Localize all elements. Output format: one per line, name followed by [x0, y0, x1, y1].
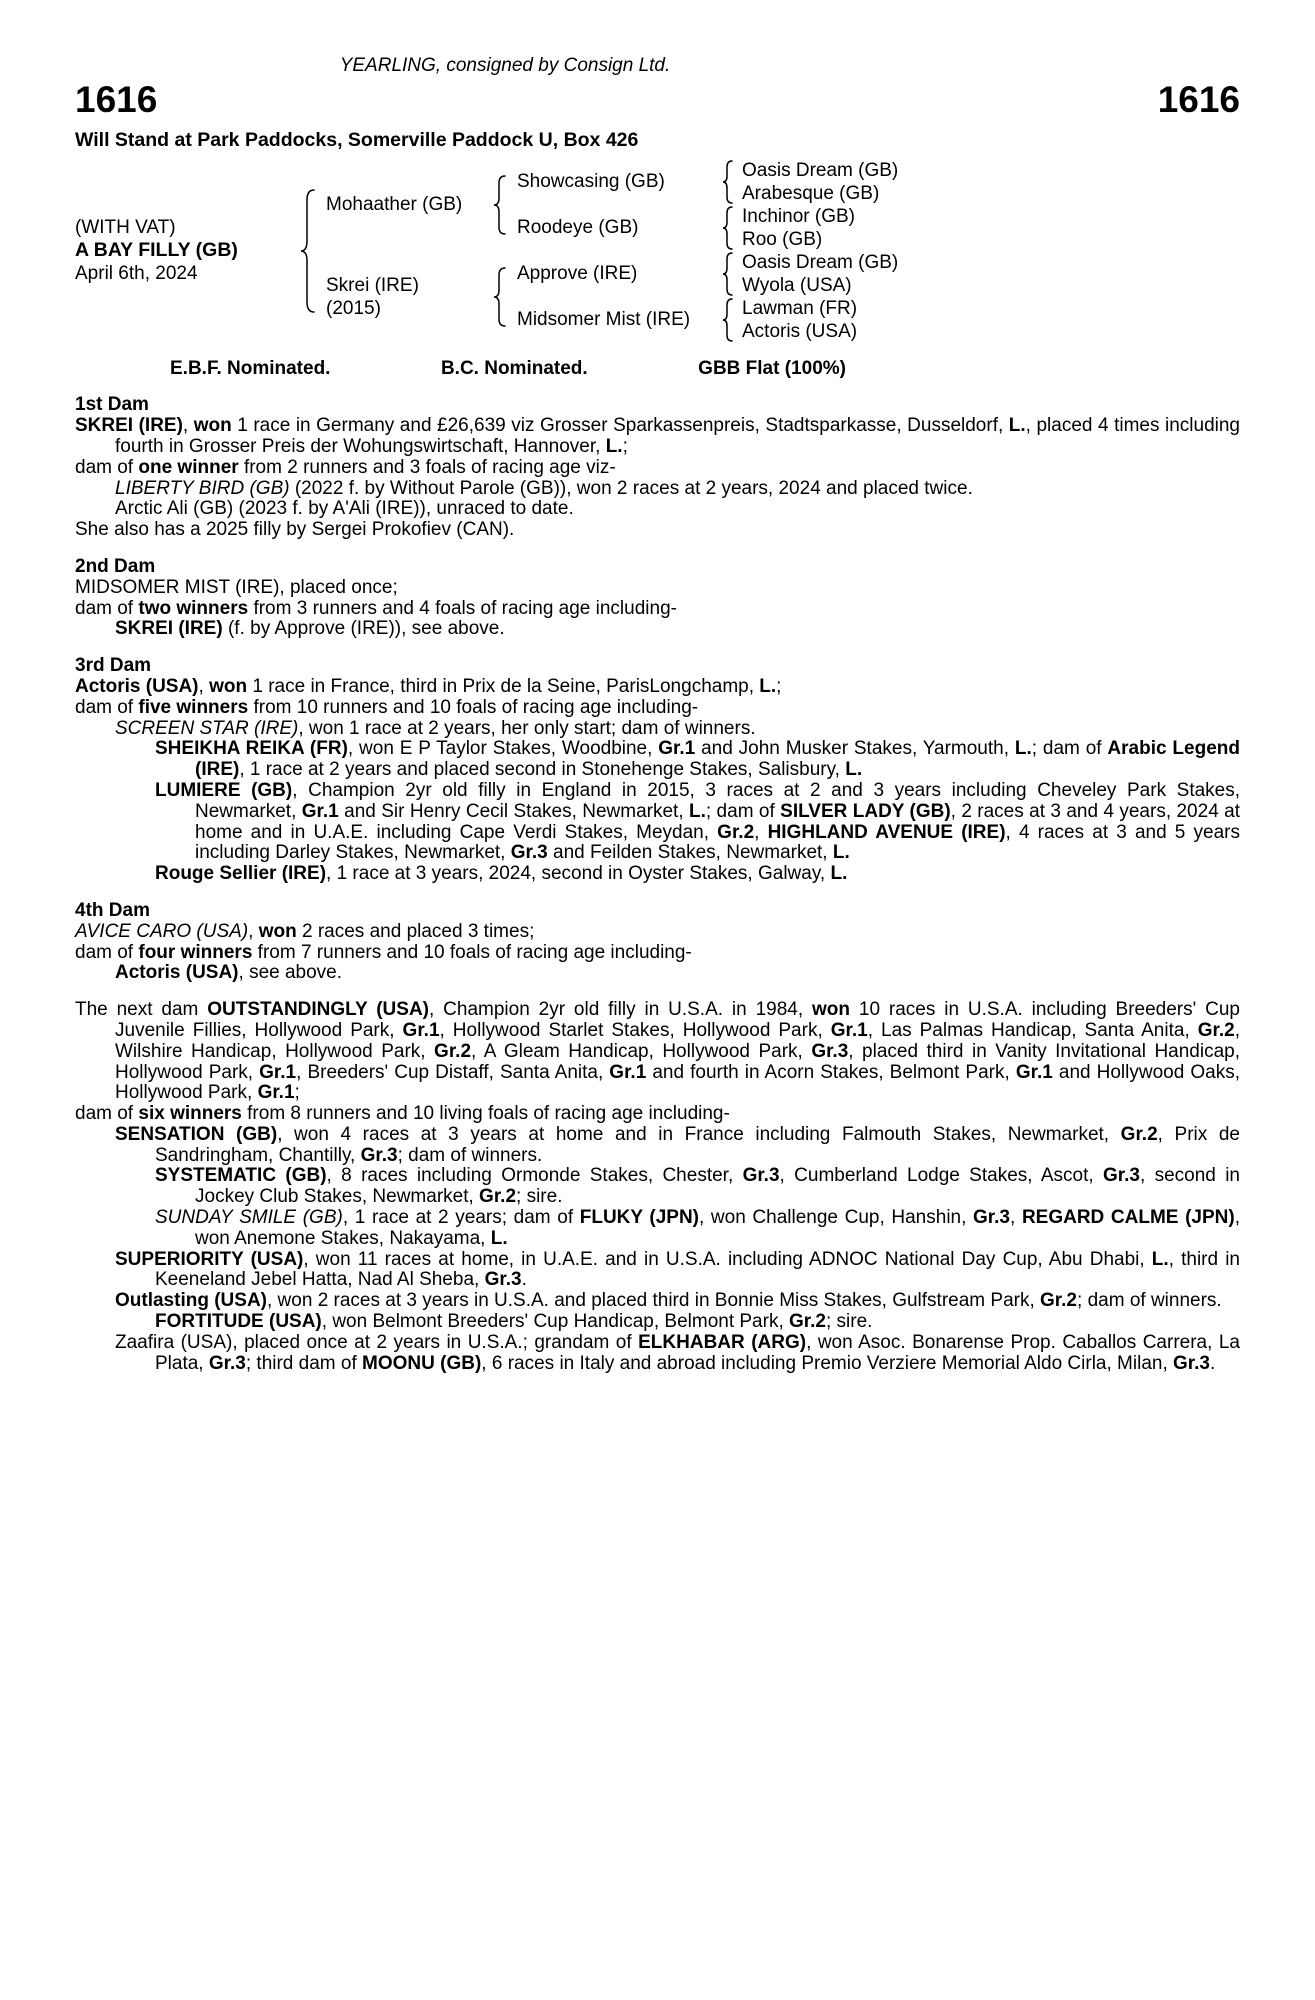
text-run: , 1 race at 2 years and placed second in Stonehenge Stakes, Salisbury, — [239, 759, 846, 781]
paragraph — [75, 1166, 1240, 1208]
small-brace-icon — [721, 159, 735, 205]
text-run: , Champion 2yr old filly in England in 2015, 3 races at 2 and 3 years including Cheveley Park Stakes, Newmarket, — [195, 779, 1241, 822]
dam-granddam-branch — [508, 297, 898, 343]
paragraph — [75, 922, 1240, 943]
subject-block — [75, 216, 299, 285]
dam-brace-icon — [492, 266, 508, 328]
paragraph — [75, 1250, 1240, 1292]
text-run: SILVER LADY (GB) — [780, 800, 951, 822]
text-run: Gr.1 — [1015, 1061, 1053, 1083]
ancestor-name: Oasis Dream (GB) — [742, 159, 899, 181]
text-run: , see above. — [238, 962, 343, 984]
text-run: . — [521, 1269, 527, 1291]
text-run: SHEIKHA REIKA (FR) — [155, 738, 348, 760]
text-run: , won 11 races at home, in U.A.E. and in U.S.A. including ADNOC National Day Cup, Abu Dhabi, — [303, 1248, 1152, 1270]
text-run: from 3 runners and 4 foals of racing age including- — [248, 597, 677, 619]
text-run: Rouge Sellier (IRE) — [155, 863, 327, 885]
paragraph — [75, 698, 1240, 719]
text-run: , — [248, 920, 259, 942]
text-run: , Breeders' Cup Distaff, Santa Anita, — [296, 1061, 610, 1083]
text-run: L. — [832, 842, 850, 864]
text-run: Gr.3 — [510, 842, 548, 864]
text-run: Gr.3 — [742, 1165, 780, 1187]
paragraph — [75, 599, 1240, 620]
text-run: and fourth in Acorn Stakes, Belmont Park, — [646, 1061, 1016, 1083]
text-run: , — [1010, 1207, 1022, 1229]
lot-number-right: 1616 — [1157, 78, 1240, 120]
text-run: L. — [490, 1227, 508, 1249]
lot-number-row — [75, 78, 1240, 120]
text-run: Gr.2 — [717, 821, 755, 843]
text-run: , 8 races including Ormonde Stakes, Chester, — [326, 1165, 743, 1187]
text-run: , 2 races at 3 and 4 years, 2024 at home and in U.A.E. including Cape Verdi Stakes, Meydan, — [195, 800, 1240, 843]
text-run: L. — [759, 675, 777, 697]
paragraph — [75, 781, 1240, 864]
pedigree-section — [75, 901, 1240, 984]
text-run: , Prix de Sandringham, Chantilly, — [155, 1123, 1240, 1166]
sire-grandsire-branch — [508, 159, 898, 205]
paragraph — [75, 943, 1240, 964]
paragraph — [75, 1000, 1240, 1104]
text-run: from 2 runners and 3 foals of racing age viz- — [238, 456, 616, 478]
text-run: ; — [294, 1082, 300, 1104]
text-run: 1 race in Germany and £26,639 viz Grosser Sparkassenpreis, Stadtsparkasse, Dusseldorf, — [231, 415, 1009, 437]
consignor-line: YEARLING, consigned by Consign Ltd. — [339, 55, 671, 76]
text-run: , placed 4 times including fourth in Grosser Preis der Wohungswirtschaft, Hannover, — [115, 415, 1240, 457]
text-run: Outlasting (USA) — [115, 1290, 267, 1312]
ancestor-name: Roo (GB) — [742, 228, 823, 250]
text-run: , 4 races at 3 and 5 years including Darley Stakes, Newmarket, — [195, 821, 1240, 864]
text-run: , Cumberland Lodge Stakes, Ascot, — [779, 1165, 1103, 1187]
text-run: L. — [689, 800, 706, 822]
parents-column — [317, 159, 898, 343]
parents-brace-icon — [299, 188, 317, 314]
text-run: Gr.3 — [973, 1207, 1011, 1229]
text-run: ; sire. — [826, 1311, 873, 1333]
text-run: Gr.2 — [789, 1311, 826, 1333]
bc-nomination: B.C. Nominated. — [440, 357, 588, 379]
text-run: Gr.3 — [484, 1269, 522, 1291]
dam-branch — [317, 251, 898, 343]
text-run: Gr.1 — [257, 1082, 295, 1104]
text-run: Gr.2 — [1120, 1123, 1158, 1145]
paragraph — [75, 1291, 1240, 1312]
text-run: REGARD CALME (JPN) — [1021, 1207, 1235, 1229]
text-run: , won Challenge Cup, Hanshin, — [699, 1207, 974, 1229]
section-heading: 1st Dam — [75, 394, 149, 416]
section-heading: 2nd Dam — [75, 555, 156, 577]
sire-name: Mohaather (GB) — [326, 194, 463, 216]
text-run: MOONU (GB) — [362, 1352, 482, 1374]
text-run: OUTSTANDINGLY (USA) — [207, 999, 430, 1021]
paragraph — [75, 864, 1240, 885]
text-run: , second in Jockey Club Stakes, Newmarket, — [195, 1165, 1240, 1208]
text-run: Gr.1 — [259, 1061, 297, 1083]
paragraph — [75, 677, 1240, 698]
text-run: . — [1210, 1352, 1216, 1374]
foal-date: April 6th, 2024 — [75, 263, 198, 285]
sire-granddam-name: Roodeye (GB) — [517, 217, 639, 239]
text-run: ; dam of — [705, 800, 781, 822]
paragraph — [75, 719, 1240, 740]
pedigree-section — [75, 395, 1240, 541]
small-brace-icon — [721, 251, 735, 297]
text-run: five winners — [138, 696, 249, 718]
text-run: FLUKY (JPN) — [579, 1207, 699, 1229]
text-run: She also has a 2025 filly by Sergei Prokofiev (CAN). — [75, 519, 515, 541]
sire-branch — [317, 159, 898, 251]
dam-name — [317, 274, 492, 320]
paragraph — [75, 619, 1240, 640]
text-run: Arabic Legend (IRE) — [195, 738, 1240, 781]
text-run: dam of — [75, 597, 139, 619]
paragraph — [75, 1208, 1240, 1250]
paragraph — [75, 479, 1240, 500]
text-run: Gr.2 — [1197, 1019, 1235, 1041]
text-run: ; dam of winners. — [1077, 1290, 1222, 1312]
ancestor-name: Arabesque (GB) — [742, 182, 880, 204]
text-run: , 6 races in Italy and abroad including Premio Verziere Memorial Aldo Cirla, Milan, — [481, 1352, 1174, 1374]
ancestor-name: Inchinor (GB) — [742, 205, 855, 227]
ebf-nomination: E.B.F. Nominated. — [170, 357, 331, 379]
text-run: and Sir Henry Cecil Stakes, Newmarket, — [338, 800, 689, 822]
text-run: , won Belmont Breeders' Cup Handicap, Belmont Park, — [321, 1311, 790, 1333]
text-run: ; — [776, 675, 782, 697]
text-run: , placed third in Vanity Invitational Handicap, Hollywood Park, — [115, 1040, 1240, 1083]
text-run: (f. by Approve (IRE)), see above. — [222, 618, 505, 640]
text-run: one winner — [138, 456, 239, 478]
text-run: SCREEN STAR (IRE) — [115, 717, 299, 739]
pedigree-tree — [75, 159, 1240, 343]
text-run: 2 races and placed 3 times; — [296, 920, 535, 942]
text-run: two winners — [138, 597, 249, 619]
text-run: , — [198, 675, 210, 697]
sire-grandsire-name: Showcasing (GB) — [517, 171, 665, 193]
sire-grandparents-column — [508, 159, 898, 251]
text-run: from 8 runners and 10 living foals of racing age including- — [241, 1103, 730, 1125]
text-run: Gr.1 — [658, 738, 696, 760]
ancestor-name: Lawman (FR) — [742, 297, 858, 319]
text-run: L. — [605, 435, 623, 457]
text-run: four winners — [138, 941, 253, 963]
text-run: L. — [1151, 1248, 1169, 1270]
text-run: ; dam of — [1031, 738, 1108, 760]
text-run: , 1 race at 3 years, 2024, second in Oyster Stakes, Galway, — [326, 863, 831, 885]
text-run: Gr.1 — [609, 1061, 647, 1083]
text-run: L. — [845, 759, 863, 781]
text-run: Gr.2 — [1040, 1290, 1078, 1312]
catalog-sections — [75, 395, 1240, 1374]
paragraph — [75, 1312, 1240, 1333]
pedigree-section — [75, 1000, 1240, 1374]
text-run: ELKHABAR (ARG) — [638, 1331, 807, 1353]
text-run: , Champion 2yr old filly in U.S.A. in 1984, — [429, 999, 812, 1021]
text-run: Gr.3 — [1102, 1165, 1140, 1187]
text-run: won — [193, 415, 232, 437]
text-run: Actoris (USA) — [75, 675, 199, 697]
text-run: and Feilden Stakes, Newmarket, — [547, 842, 833, 864]
sire-granddam-branch — [508, 205, 898, 251]
text-run: Zaafira (USA), placed once at 2 years in U.S.A.; grandam of — [115, 1331, 639, 1353]
text-run: L. — [1008, 415, 1026, 437]
text-run: , Hollywood Starlet Stakes, Hollywood Park, — [439, 1019, 831, 1041]
lot-number-left: 1616 — [75, 78, 158, 120]
text-run: , Las Palmas Handicap, Santa Anita, — [867, 1019, 1198, 1041]
text-run: (2022 f. by Without Parole (GB)), won 2 races at 2 years, 2024 and placed twice. — [289, 477, 973, 499]
paragraph — [75, 963, 1240, 984]
sire-brace-icon — [492, 174, 508, 236]
text-run: from 7 runners and 10 foals of racing age including- — [252, 941, 692, 963]
text-run: , won Anemone Stakes, Nakayama, — [195, 1207, 1241, 1249]
small-brace-icon — [721, 205, 735, 251]
text-run: and John Musker Stakes, Yarmouth, — [695, 738, 1015, 760]
text-run: , A Gleam Handicap, Hollywood Park, — [471, 1040, 812, 1062]
text-run: 1 race in France, third in Prix de la Seine, ParisLongchamp, — [247, 675, 760, 697]
text-run: , won 1 race at 2 years, her only start; dam of winners. — [298, 717, 756, 739]
text-run: L. — [1014, 738, 1032, 760]
text-run: won — [258, 920, 297, 942]
pedigree-section — [75, 656, 1240, 885]
text-run: , won 2 races at 3 years in U.S.A. and placed third in Bonnie Miss Stakes, Gulfstream Park, — [267, 1290, 1041, 1312]
text-run: SKREI (IRE) — [75, 415, 183, 437]
ancestor-name: Oasis Dream (GB) — [742, 251, 899, 273]
text-run: dam of — [75, 456, 139, 478]
paragraph — [75, 1104, 1240, 1125]
dam-grandsire-branch — [508, 251, 898, 297]
paragraph — [75, 739, 1240, 781]
text-run: 10 races in U.S.A. including Breeders' Cup Juvenile Fillies, Hollywood Park, — [115, 999, 1240, 1041]
pedigree-section — [75, 557, 1240, 640]
text-run: SUPERIORITY (USA) — [115, 1248, 304, 1270]
paragraph — [75, 416, 1240, 458]
text-run: dam of — [75, 696, 139, 718]
dam-grandparents-column — [508, 251, 898, 343]
paragraph — [75, 499, 1240, 520]
text-run: , won E P Taylor Stakes, Woodbine, — [347, 738, 659, 760]
text-run: ; dam of winners. — [397, 1144, 543, 1166]
text-run: Gr.3 — [811, 1040, 849, 1062]
text-run: Arctic Ali (GB) (2023 f. by A'Ali (IRE)), unraced to date. — [115, 498, 574, 520]
text-run: SYSTEMATIC (GB) — [155, 1165, 327, 1187]
text-run: from 10 runners and 10 foals of racing age including- — [248, 696, 699, 718]
text-run: LIBERTY BIRD (GB) — [115, 477, 290, 499]
text-run: Gr.1 — [301, 800, 339, 822]
text-run: Gr.1 — [402, 1019, 440, 1041]
text-run: Gr.3 — [208, 1352, 246, 1374]
text-run: L. — [830, 863, 848, 885]
text-run: , 1 race at 2 years; dam of — [342, 1207, 580, 1229]
text-run: , — [182, 415, 194, 437]
text-run: , third in Keeneland Jebel Hatta, Nad Al Sheba, — [155, 1248, 1240, 1291]
text-run: , won 4 races at 3 years at home and in France including Falmouth Stakes, Newmarket, — [277, 1123, 1121, 1145]
stand-location-line: Will Stand at Park Paddocks, Somerville Paddock U, Box 426 — [75, 128, 639, 151]
text-run: SUNDAY SMILE (GB) — [155, 1207, 343, 1229]
dam-name-line: Skrei (IRE) — [326, 274, 419, 296]
text-run: The next dam — [75, 999, 208, 1021]
paragraph — [75, 520, 1240, 541]
text-run: , won Asoc. Bonarense Prop. Caballos Carrera, La Plata, — [155, 1331, 1240, 1374]
ancestor-name: Wyola (USA) — [742, 274, 852, 296]
paragraph — [75, 1333, 1240, 1375]
text-run: ; sire. — [516, 1186, 563, 1208]
text-run: SENSATION (GB) — [115, 1123, 278, 1145]
dam-year-line: (2015) — [326, 297, 381, 319]
text-run: LUMIERE (GB) — [155, 779, 293, 801]
text-run: MIDSOMER MIST (IRE), placed once; — [75, 576, 398, 598]
text-run: AVICE CARO (USA) — [75, 920, 249, 942]
small-brace-icon — [721, 297, 735, 343]
paragraph — [75, 578, 1240, 599]
text-run: Gr.3 — [360, 1144, 398, 1166]
text-run: Gr.2 — [434, 1040, 472, 1062]
text-run: Gr.1 — [830, 1019, 868, 1041]
subject-name: A BAY FILLY (GB) — [75, 239, 238, 262]
text-run: Actoris (USA) — [115, 962, 239, 984]
text-run: dam of — [75, 1103, 139, 1125]
section-heading: 4th Dam — [75, 899, 150, 921]
section-heading: 3rd Dam — [75, 655, 152, 677]
text-run: won — [209, 675, 248, 697]
text-run: ; — [622, 435, 628, 457]
text-run: and Hollywood Oaks, Hollywood Park, — [115, 1061, 1240, 1104]
text-run: , — [754, 821, 768, 843]
dam-granddam-name: Midsomer Mist (IRE) — [517, 309, 691, 331]
text-run: dam of — [75, 941, 139, 963]
text-run: ; third dam of — [245, 1352, 363, 1374]
dam-grandsire-name: Approve (IRE) — [517, 263, 638, 285]
text-run: won — [812, 999, 850, 1021]
text-run: SKREI (IRE) — [115, 618, 223, 640]
paragraph — [75, 458, 1240, 479]
nominations-row — [170, 359, 846, 380]
text-run: FORTITUDE (USA) — [155, 1311, 322, 1333]
text-run: , Wilshire Handicap, Hollywood Park, — [115, 1019, 1240, 1062]
vat-note: (WITH VAT) — [75, 217, 176, 239]
gbb-flat-note: GBB Flat (100%) — [698, 357, 846, 379]
text-run: six winners — [138, 1103, 242, 1125]
text-run: Gr.3 — [1173, 1352, 1210, 1374]
ancestor-name: Actoris (USA) — [742, 320, 858, 342]
text-run: Gr.2 — [479, 1186, 517, 1208]
paragraph — [75, 1125, 1240, 1167]
text-run: HIGHLAND AVENUE (IRE) — [767, 821, 1006, 843]
